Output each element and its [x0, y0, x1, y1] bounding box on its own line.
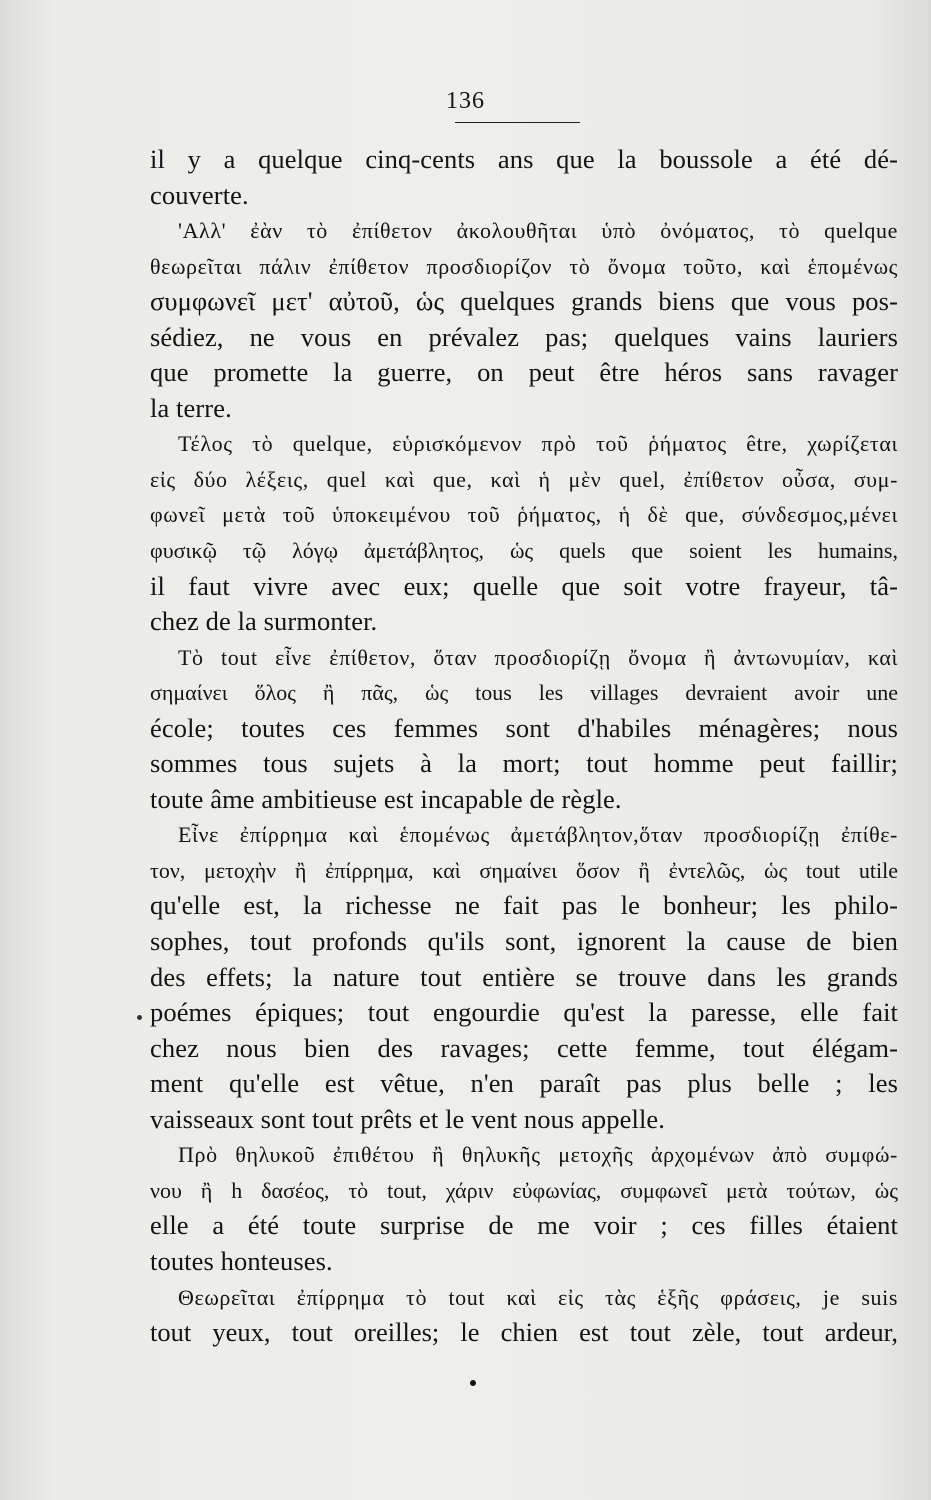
text-line: Τέλος τὸ quelque, εὑρισκόμενον πρὸ τοῦ ῥήματος être, χωρίζεται — [178, 431, 898, 457]
text-line: sédiez, ne vous en prévalez pas; quelques vains lauriers — [150, 321, 898, 352]
text-line: θεωρεῖται πάλιν ἐπίθετον προσδιορίζον τὸ ὄνομα τοῦτο, καὶ ἑπομένως — [150, 253, 898, 279]
text-line: couverte. — [150, 179, 249, 210]
text-line: 'Αλλ' ἐὰν τὸ ἐπίθετον ἀκολουθῆται ὑπὸ ὀνόματος, τὸ quelque — [178, 218, 898, 244]
text-line: Πρὸ θηλυκοῦ ἐπιθέτου ἢ θηλυκῆς μετοχῆς ἀρχομένων ἀπὸ συμφώ- — [178, 1142, 898, 1168]
text-line: toutes honteuses. — [150, 1245, 333, 1276]
ink-speck — [470, 1380, 476, 1386]
text-line: la terre. — [150, 392, 232, 423]
text-line: tout yeux, tout oreilles; le chien est tout zèle, tout ardeur, — [150, 1317, 898, 1348]
text-line: des effets; la nature tout entière se trouve dans les grands — [150, 961, 898, 992]
text-line: φωνεῖ μετὰ τοῦ ὑποκειμένου τοῦ ῥήματος, ἡ δὲ que, σύνδεσμος,μένει — [150, 502, 898, 528]
text-line: qu'elle est, la richesse ne fait pas le bonheur; les philo- — [150, 890, 898, 921]
text-line: poémes épiques; tout engourdie qu'est la paresse, elle fait — [150, 997, 898, 1028]
text-line: συμφωνεῖ μετ' αὐτοῦ, ὡς quelques grands biens que vous pos- — [150, 286, 898, 317]
text-line: il y a quelque cinq-cents ans que la boussole a été dé- — [150, 144, 898, 174]
page-number-rule — [455, 122, 580, 123]
text-line: école; toutes ces femmes sont d'habiles ménagères; nous — [150, 712, 898, 743]
text-line: τον, μετοχὴν ἢ ἐπίρρημα, καὶ σημαίνει ὅσον ἢ ἐντελῶς, ὡς tout utile — [150, 857, 898, 883]
text-line: Τὸ tout εἶνε ἐπίθετον, ὅταν προσδιορίζῃ ὄνομα ἢ ἀντωνυμίαν, καὶ — [178, 644, 898, 670]
text-line: Εἶνε ἐπίρρημα καὶ ἑπομένως ἀμετάβλητον,ὅταν προσδιορίζῃ ἐπίθε- — [178, 822, 898, 848]
page-number: 136 — [446, 88, 485, 114]
body-text — [150, 142, 898, 1351]
text-line: que promette la guerre, on peut être héros sans ravager — [150, 357, 898, 388]
text-line: ment qu'elle est vêtue, n'en paraît pas plus belle ; les — [150, 1068, 898, 1099]
text-line: chez de la surmonter. — [150, 606, 378, 637]
text-line: toute âme ambitieuse est incapable de règle. — [150, 783, 622, 814]
text-line: il faut vivre avec eux; quelle que soit votre frayeur, tâ- — [150, 570, 898, 601]
text-line: sommes tous sujets à la mort; tout homme peut faillir; — [150, 748, 898, 779]
text-line: εἰς δύο λέξεις, quel καὶ que, καὶ ἡ μὲν quel, ἐπίθετον οὖσα, συμ- — [150, 466, 898, 492]
text-line: Θεωρεῖται ἐπίρρημα τὸ tout καὶ εἰς τὰς ἑξῆς φράσεις, je suis — [178, 1284, 898, 1310]
text-line: sophes, tout profonds qu'ils sont, ignorent la cause de bien — [150, 926, 898, 957]
ink-mark — [137, 1015, 142, 1020]
text-line: σημαίνει ὅλος ἢ πᾶς, ὡς tous les villages devraient avoir une — [150, 680, 898, 706]
text-line: vaisseaux sont tout prêts et le vent nous appelle. — [150, 1103, 666, 1134]
text-line: elle a été toute surprise de me voir ; ces filles étaient — [150, 1210, 898, 1241]
text-line: φυσικῷ τῷ λόγῳ ἀμετάβλητος, ὡς quels que soient les humains, — [150, 538, 898, 564]
text-line: νου ἢ h δασέος, τὸ tout, χάριν εὐφωνίας, συμφωνεῖ μετὰ τούτων, ὡς — [150, 1177, 898, 1203]
text-line: chez nous bien des ravages; cette femme, tout élégam- — [150, 1032, 898, 1063]
